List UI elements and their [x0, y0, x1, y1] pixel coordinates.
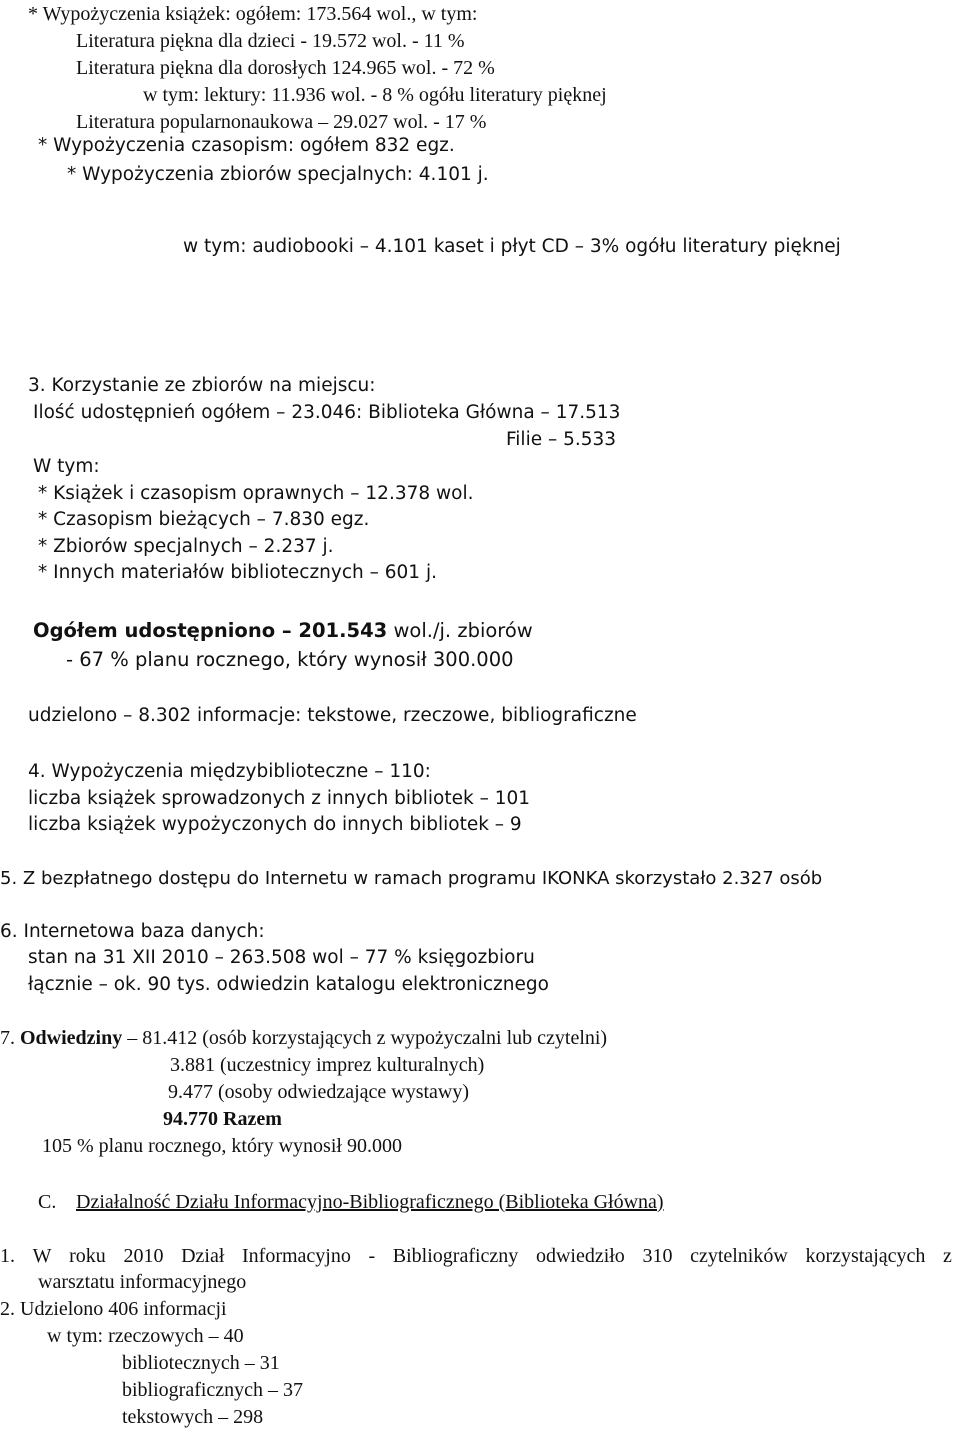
text-line: * Wypożyczenia zbiorów specjalnych: 4.101 j.	[67, 164, 489, 185]
section-letter: C.	[38, 1191, 57, 1213]
text-line: 2. Udzielono 406 informacji	[0, 1298, 227, 1320]
text-line: Filie – 5.533	[506, 429, 617, 450]
text-line: bibliotecznych – 31	[122, 1352, 280, 1374]
total-line	[33, 619, 533, 643]
text-line: liczba książek sprowadzonych z innych bibliotek – 101	[28, 788, 531, 809]
visits-label: Odwiedziny	[20, 1027, 123, 1049]
total-rest: wol./j. zbiorów	[387, 619, 533, 642]
text-line: bibliograficznych – 37	[122, 1379, 304, 1401]
word: W	[32, 1245, 52, 1267]
text-line: stan na 31 XII 2010 – 263.508 wol – 77 % księgozbioru	[28, 947, 535, 968]
text-line: - 67 % planu rocznego, który wynosił 300.000	[66, 648, 514, 671]
text-line: w tym: lektury: 11.936 wol. - 8 % ogółu literatury pięknej	[143, 84, 607, 106]
visits-line	[0, 1026, 607, 1050]
text-line: Literatura piękna dla dzieci - 19.572 wol. - 11 %	[76, 30, 465, 52]
word: czytelników	[690, 1245, 788, 1267]
text-line: 105 % planu rocznego, który wynosił 90.000	[42, 1135, 402, 1157]
word: korzystających	[805, 1245, 926, 1267]
word: 2010	[123, 1245, 164, 1267]
section-heading: 3. Korzystanie ze zbiorów na miejscu:	[28, 375, 376, 396]
text-line: * Innych materiałów bibliotecznych – 601 j.	[38, 562, 437, 583]
total-bold: Ogółem udostępniono – 201.543	[33, 619, 388, 642]
word: 1.	[0, 1245, 15, 1267]
text-line: udzielono – 8.302 informacje: tekstowe, rzeczowe, bibliograficzne	[28, 705, 637, 726]
section-heading: 4. Wypożyczenia międzybiblioteczne – 110:	[28, 761, 431, 782]
text-line: warsztatu informacyjnego	[38, 1271, 247, 1293]
text-line: Literatura popularnonaukowa – 29.027 wol. - 17 %	[76, 111, 487, 133]
text-line: * Wypożyczenia czasopism: ogółem 832 egz.	[38, 135, 455, 156]
text-line: * Czasopism bieżących – 7.830 egz.	[38, 509, 370, 530]
text-line: tekstowych – 298	[122, 1406, 264, 1428]
word: -	[368, 1245, 376, 1267]
justified-line	[0, 1244, 952, 1268]
text-line: Ilość udostępnień ogółem – 23.046: Biblioteka Główna – 17.513	[33, 402, 621, 423]
word: z	[943, 1245, 952, 1267]
word: Bibliograficzny	[392, 1245, 519, 1267]
text-line: liczba książek wypożyczonych do innych bibliotek – 9	[28, 814, 522, 835]
visits-total: 94.770 Razem	[163, 1108, 282, 1130]
text-line: W tym:	[33, 456, 100, 477]
word: odwiedziło	[535, 1245, 625, 1267]
word: 310	[642, 1245, 673, 1267]
word: roku	[69, 1245, 106, 1267]
word: Dział	[181, 1245, 225, 1267]
section-heading: 6. Internetowa baza danych:	[0, 921, 265, 942]
section-c-title: Działalność Działu Informacyjno-Bibliograficznego (Biblioteka Główna)	[76, 1191, 664, 1213]
text-line: * Zbiorów specjalnych – 2.237 j.	[38, 536, 334, 557]
text-line: w tym: rzeczowych – 40	[47, 1325, 244, 1347]
text-line: * Książek i czasopism oprawnych – 12.378 wol.	[38, 483, 474, 504]
section-heading: 5. Z bezpłatnego dostępu do Internetu w ramach programu IKONKA skorzystało 2.327 osób	[0, 868, 823, 889]
visits-value: – 81.412 (osób korzystających z wypożyczalni lub czytelni)	[122, 1027, 608, 1049]
text-line: 9.477 (osoby odwiedzające wystawy)	[168, 1081, 470, 1103]
word: Informacyjno	[242, 1245, 351, 1267]
text-line: 3.881 (uczestnicy imprez kulturalnych)	[170, 1054, 485, 1076]
text-line: * Wypożyczenia książek: ogółem: 173.564 wol., w tym:	[28, 3, 478, 25]
text-line: w tym: audiobooki – 4.101 kaset i płyt CD – 3% ogółu literatury pięknej	[183, 236, 841, 257]
section-number: 7.	[0, 1027, 20, 1049]
text-line: łącznie – ok. 90 tys. odwiedzin katalogu elektronicznego	[28, 974, 549, 995]
text-line: Literatura piękna dla dorosłych 124.965 wol. - 72 %	[76, 57, 495, 79]
